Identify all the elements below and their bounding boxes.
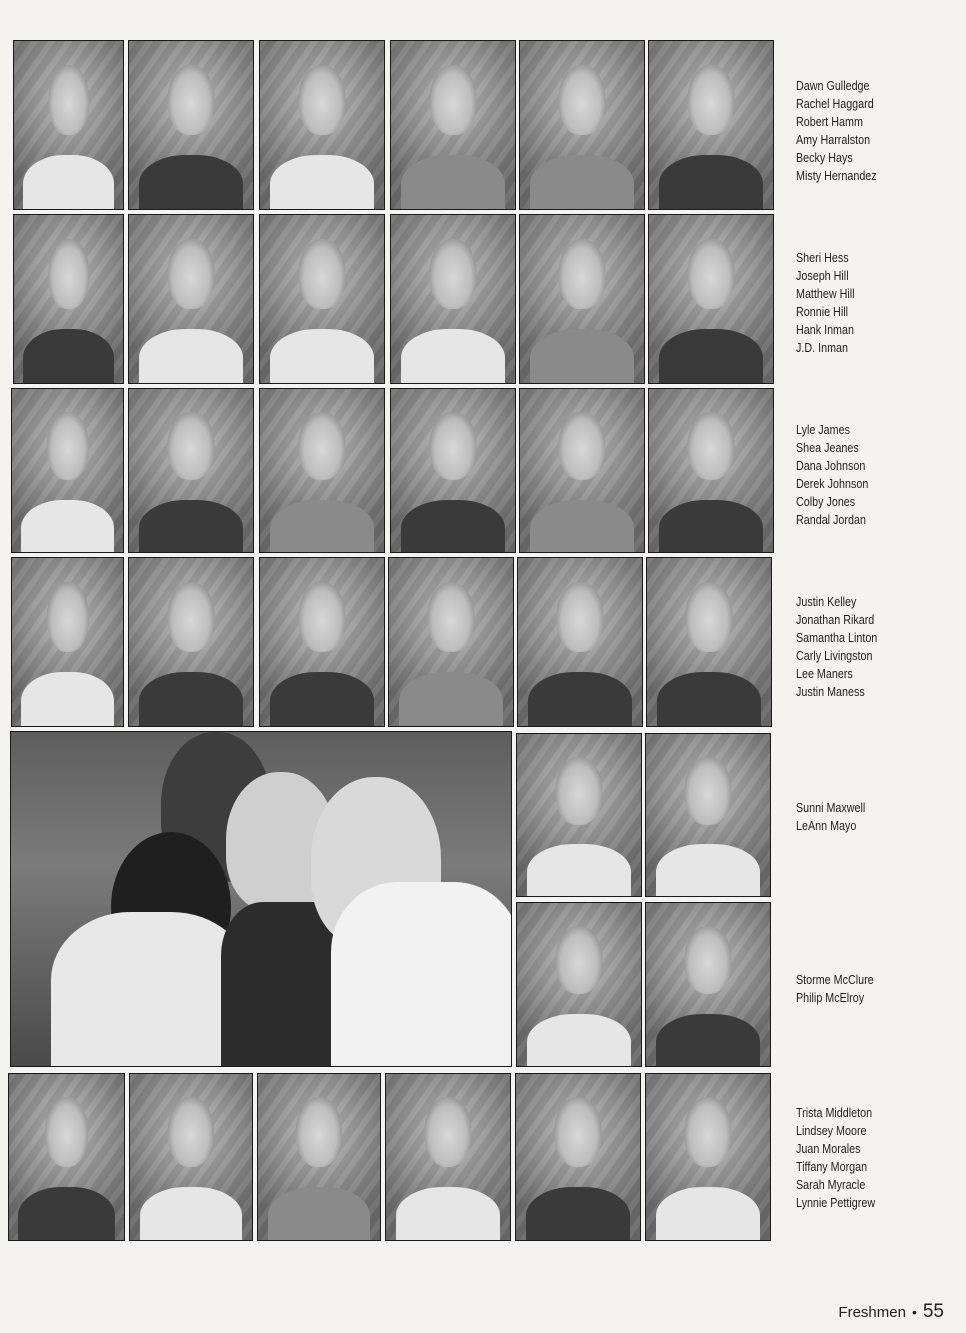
portrait-photo [390,214,516,384]
student-name: Carly Livingston [796,649,873,663]
student-name: Robert Hamm [796,115,863,129]
student-name: Hank Inman [796,323,854,337]
student-name: Tiffany Morgan [796,1160,868,1174]
student-name: Sheri Hess [796,251,849,265]
portrait-photo [259,388,385,553]
student-name: LeAnn Mayo [796,819,857,833]
portrait-photo [646,557,772,727]
portrait-photo [648,40,774,210]
portrait-photo [257,1073,381,1241]
portrait-photo [645,1073,771,1241]
student-name: Storme McClure [796,973,874,987]
student-name: J.D. Inman [796,341,848,355]
portrait-photo [13,214,124,384]
portrait-photo [128,214,254,384]
student-name: Justin Kelley [796,595,857,609]
student-name: Misty Hernandez [796,169,877,183]
student-name: Rachel Haggard [796,97,874,111]
portrait-photo [13,40,124,210]
portrait-photo [645,902,771,1067]
group-candid-photo [10,731,512,1067]
student-name: Lynnie Pettigrew [796,1196,876,1210]
portrait-photo [128,40,254,210]
student-name: Justin Maness [796,685,865,699]
student-name: Shea Jeanes [796,441,859,455]
name-list-row-2 [796,249,855,357]
portrait-photo [129,1073,253,1241]
portrait-photo [519,40,645,210]
student-name: Lindsey Moore [796,1124,867,1138]
student-name: Becky Hays [796,151,853,165]
portrait-photo [519,388,645,553]
portrait-photo [517,557,643,727]
student-name: Matthew Hill [796,287,855,301]
student-name: Randal Jordan [796,513,866,527]
portrait-photo [390,388,516,553]
student-name: Dawn Gulledge [796,79,870,93]
portrait-photo [648,214,774,384]
bullet-separator: • [911,1304,917,1320]
portrait-photo [8,1073,125,1241]
page-number: 55 [922,1301,944,1322]
portrait-photo [128,557,254,727]
section-title: Freshmen [838,1304,906,1321]
student-name: Joseph Hill [796,269,849,283]
student-name: Derek Johnson [796,477,869,491]
student-name: Jonathan Rikard [796,613,875,627]
student-name: Samantha Linton [796,631,878,645]
portrait-photo [259,557,385,727]
portrait-photo [259,214,385,384]
student-name: Lyle James [796,423,850,437]
name-list-row-7 [796,1104,875,1212]
portrait-photo [388,557,514,727]
student-name: Philip McElroy [796,991,865,1005]
portrait-photo [648,388,774,553]
portrait-photo [259,40,385,210]
student-name: Trista Middleton [796,1106,873,1120]
student-name: Amy Harralston [796,133,871,147]
student-name: Sunni Maxwell [796,801,866,815]
student-name: Sarah Myracle [796,1178,866,1192]
portrait-photo [645,733,771,897]
page-footer [838,1301,944,1323]
portrait-photo [519,214,645,384]
portrait-photo [11,557,124,727]
portrait-photo [128,388,254,553]
student-name: Ronnie Hill [796,305,848,319]
name-list-row-1 [796,77,877,185]
student-name: Lee Maners [796,667,853,681]
portrait-photo [515,1073,641,1241]
student-name: Dana Johnson [796,459,866,473]
name-list-row-3 [796,421,868,529]
portrait-photo [516,902,642,1067]
portrait-photo [385,1073,511,1241]
student-name: Colby Jones [796,495,856,509]
name-list-row-4 [796,593,877,701]
portrait-photo [516,733,642,897]
name-list-row-5 [796,799,865,835]
name-list-row-6 [796,971,874,1007]
portrait-photo [11,388,124,553]
student-name: Juan Morales [796,1142,861,1156]
portrait-photo [390,40,516,210]
